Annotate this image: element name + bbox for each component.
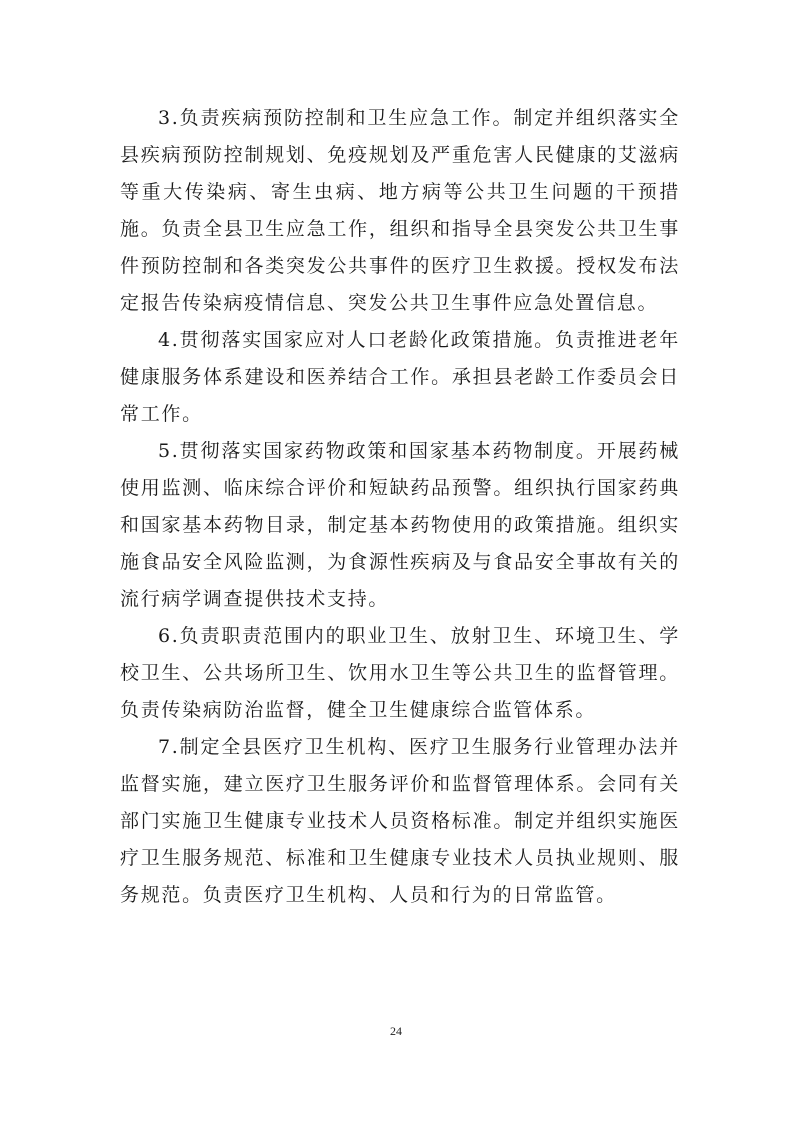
paragraph-item-4: 4.贯彻落实国家应对人口老龄化政策措施。负责推进老年健康服务体系建设和医养结合工作。承担县老龄工作委员会日常工作。 bbox=[120, 329, 680, 425]
paragraph-item-6: 6.负责职责范围内的职业卫生、放射卫生、环境卫生、学校卫生、公共场所卫生、饮用水卫生等公共卫生的监督管理。负责传染病防治监督，健全卫生健康综合监管体系。 bbox=[120, 625, 680, 721]
paragraph-item-5: 5.贯彻落实国家药物政策和国家基本药物制度。开展药械使用监测、临床综合评价和短缺药品预警。组织执行国家药典和国家基本药物目录，制定基本药物使用的政策措施。组织实施食品安全风险监测，为食源性疾病及与食品安全事故有关的流行病学调查提供技术支持。 bbox=[120, 440, 680, 610]
paragraph-item-7: 7.制定全县医疗卫生机构、医疗卫生服务行业管理办法并监督实施，建立医疗卫生服务评价和监督管理体系。会同有关部门实施卫生健康专业技术人员资格标准。制定并组织实施医疗卫生服务规范、标准和卫生健康专业技术人员执业规则、服务规范。负责医疗卫生机构、人员和行为的日常监管。 bbox=[120, 736, 680, 906]
document-body bbox=[120, 100, 680, 914]
paragraph-item-3: 3.负责疾病预防控制和卫生应急工作。制定并组织落实全县疾病预防控制规划、免疫规划及严重危害人民健康的艾滋病等重大传染病、寄生虫病、地方病等公共卫生问题的干预措施。负责全县卫生应急工作，组织和指导全县突发公共卫生事件预防控制和各类突发公共事件的医疗卫生救援。授权发布法定报告传染病疫情信息、突发公共卫生事件应急处置信息。 bbox=[120, 107, 680, 314]
page-number: 24 bbox=[390, 1024, 402, 1038]
